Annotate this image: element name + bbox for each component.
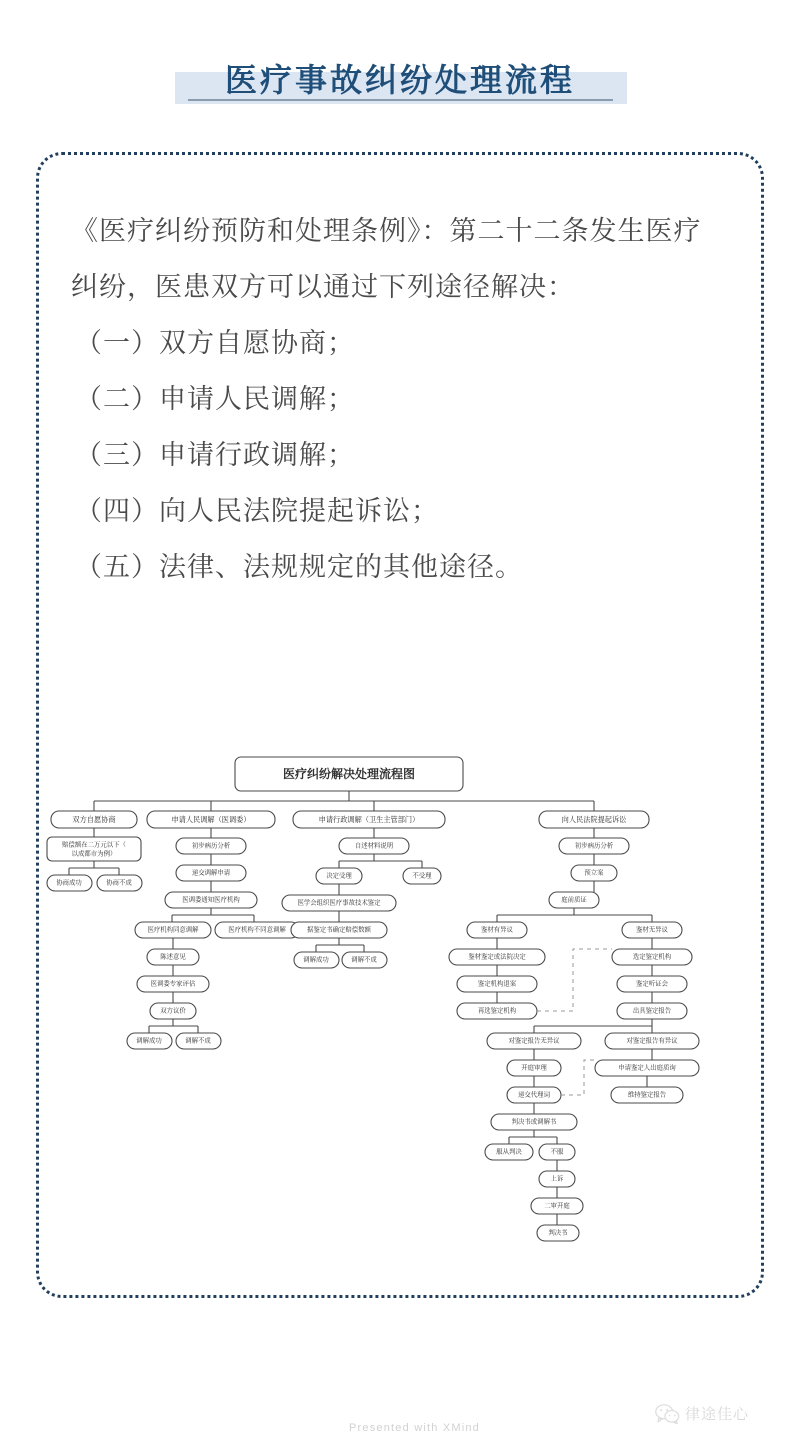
branch-4-node-9 [617,976,687,992]
branch-3-header [293,811,445,828]
article-item-4: （四）向人民法院提起诉讼； [75,496,439,526]
branch-1-node-2-label: 协商成功 [56,879,82,887]
branch-3-node-4-label: 医学会组织医疗事故技术鉴定 [297,899,381,907]
branch-3-header-label: 申请行政调解（卫生主管部门） [318,814,420,824]
branch-4-node-14 [507,1060,561,1076]
dashed-feedback-connector-upper [537,949,612,1011]
branch-4-node-4-label: 鉴材有异议 [481,926,513,934]
flowchart-svg [39,755,767,1275]
branch-1-node-2 [47,875,92,891]
branch-1-node-3-label: 协商不成 [106,879,132,887]
branch-3-node-6 [294,952,339,968]
branch-4-node-6-label: 鉴材鉴定或法院决定 [468,953,526,961]
branch-2-node-5 [215,922,299,938]
branch-4-node-8-label: 鉴定机构退案 [477,980,517,988]
branch-2-header [147,811,275,828]
branch-2-node-9 [127,1033,172,1049]
branch-1-node-1 [47,837,141,861]
branch-3-node-7-label: 调解不成 [351,956,377,964]
branch-2-node-1-label: 初步病历分析 [191,842,231,850]
branch-4-node-15-label: 申请鉴定人出庭质询 [618,1064,676,1072]
branch-2-node-10-label: 调解不成 [185,1037,211,1045]
flowchart [39,755,767,1275]
branch-3-node-3-label: 不受理 [412,872,432,880]
branch-4-node-8 [457,976,537,992]
branch-2-node-7 [137,976,209,992]
branch-4-header [539,811,649,828]
branch-1-header [51,811,137,828]
branch-3-node-3 [403,868,441,884]
branch-2-node-6 [147,949,199,965]
branch-3-node-1-label: 自述材料说明 [354,842,394,850]
branch-4-node-11 [617,1003,687,1019]
branch-3-node-7 [342,952,387,968]
branch-4-node-22 [531,1198,583,1214]
branch-2-node-2-label: 递交调解申请 [191,869,231,877]
branch-4-node-15 [595,1060,699,1076]
branch-4-node-1-label: 初步病历分析 [574,842,614,850]
article-item-5: （五）法律、法规规定的其他途径。 [75,552,523,582]
xmind-credit: Presented with XMind [349,1422,480,1434]
branch-4-node-17 [611,1087,683,1103]
branch-2-node-4 [135,922,211,938]
branch-1-node-1-line1: 赔偿额在二万元以下（ [62,841,126,849]
branch-2-node-8 [150,1003,196,1019]
branch-4-node-14-label: 开庭审理 [521,1064,547,1072]
flowchart-title-node [235,757,463,791]
branch-3-node-4 [282,895,396,911]
branch-2-node-2 [176,865,246,881]
branch-4-node-5 [622,922,682,938]
branch-4-node-7 [612,949,692,965]
branch-4-node-21-label: 上诉 [550,1175,564,1183]
article-item-1: （一）双方自愿协商； [75,328,355,358]
article-paragraph: 《医疗纠纷预防和处理条例》：第二十二条发生医疗纠纷，医患双方可以通过下列途径解决： [71,216,702,302]
branch-4-node-12 [487,1033,581,1049]
branch-4-node-21 [539,1171,575,1187]
branch-2-node-1 [176,838,246,854]
branch-4-node-10-label: 再选鉴定机构 [477,1007,517,1015]
branch-2-node-9-label: 调解成功 [136,1037,162,1045]
branch-3-node-6-label: 调解成功 [303,956,329,964]
branch-3-node-5 [291,922,387,938]
branch-4-node-11-label: 出具鉴定报告 [632,1007,672,1015]
watermark-label: 律途佳心 [685,1406,750,1423]
branch-2-node-3-label: 医调委通知医疗机构 [182,896,240,904]
branch-2-node-8-label: 双方议价 [160,1007,186,1015]
page-title: 医疗事故纠纷处理流程 [224,62,575,98]
flowchart-title-label: 医疗纠纷解决处理流程图 [282,767,416,782]
branch-4-node-23-label: 判决书 [548,1229,568,1237]
branch-2-node-7-label: 医调委专家评估 [150,980,196,988]
branch-3-node-1 [339,838,409,854]
branch-4-node-6 [449,949,545,965]
branch-4-node-10 [457,1003,537,1019]
branch-1-node-3 [97,875,142,891]
dashed-feedback-connector-lower [561,1060,595,1095]
title-underline-rule [188,99,613,101]
branch-4-node-13-label: 对鉴定报告有异议 [626,1037,678,1045]
branch-3-node-5-label: 据鉴定书确定赔偿数额 [307,926,371,934]
branch-4-node-3 [549,892,599,908]
branch-4-node-23 [537,1225,579,1241]
branch-4-header-label: 向人民法院提起诉讼 [561,814,627,824]
branch-2-node-4-label: 医疗机构同意调解 [147,926,199,934]
branch-3-node-2-label: 决定受理 [326,872,352,880]
article-item-3: （三）申请行政调解； [75,440,355,470]
branch-4-node-3-label: 庭前质证 [561,896,587,904]
branch-4-node-19-label: 服从判决 [496,1148,522,1156]
branch-1-header-label: 双方自愿协商 [72,814,116,824]
branch-4-node-18-label: 判决书或调解书 [511,1118,557,1126]
wechat-logo-icon [655,1404,681,1424]
branch-2-node-5-label: 医疗机构不同意调解 [228,926,286,934]
branch-4-node-18 [491,1114,577,1130]
branch-2-header-label: 申请人民调解（医调委） [171,814,251,824]
branch-4-node-12-label: 对鉴定报告无异议 [508,1037,560,1045]
branch-4-node-1 [559,838,629,854]
branch-2-node-10 [176,1033,221,1049]
content-card [36,152,764,1434]
branch-4-node-16-label: 递交代理词 [518,1091,550,1099]
branch-4-node-17-label: 维持鉴定报告 [627,1091,667,1099]
article-item-2: （二）申请人民调解； [75,384,355,414]
article-body [71,203,729,595]
branch-2-node-6-label: 陈述意见 [160,953,186,961]
branch-4-node-20-label: 不服 [550,1148,564,1156]
branch-4-node-19 [485,1144,533,1160]
watermark [655,1403,749,1424]
branch-3-node-2 [316,868,362,884]
branch-1-node-1-line2: 以成都市为例） [71,850,117,858]
branch-4-node-2-label: 预立案 [584,869,604,877]
branch-4-node-4 [467,922,527,938]
branch-4-node-5-label: 鉴材无异议 [636,926,668,934]
branch-4-node-7-label: 选定鉴定机构 [632,953,672,961]
branch-4-node-13 [605,1033,699,1049]
page-header [0,0,800,118]
branch-4-node-20 [539,1144,575,1160]
branch-4-node-9-label: 鉴定听证会 [636,980,668,988]
branch-4-node-16 [507,1087,561,1103]
branch-4-node-22-label: 二审开庭 [544,1202,570,1210]
branch-2-node-3 [165,892,257,908]
branch-4-node-2 [571,865,617,881]
